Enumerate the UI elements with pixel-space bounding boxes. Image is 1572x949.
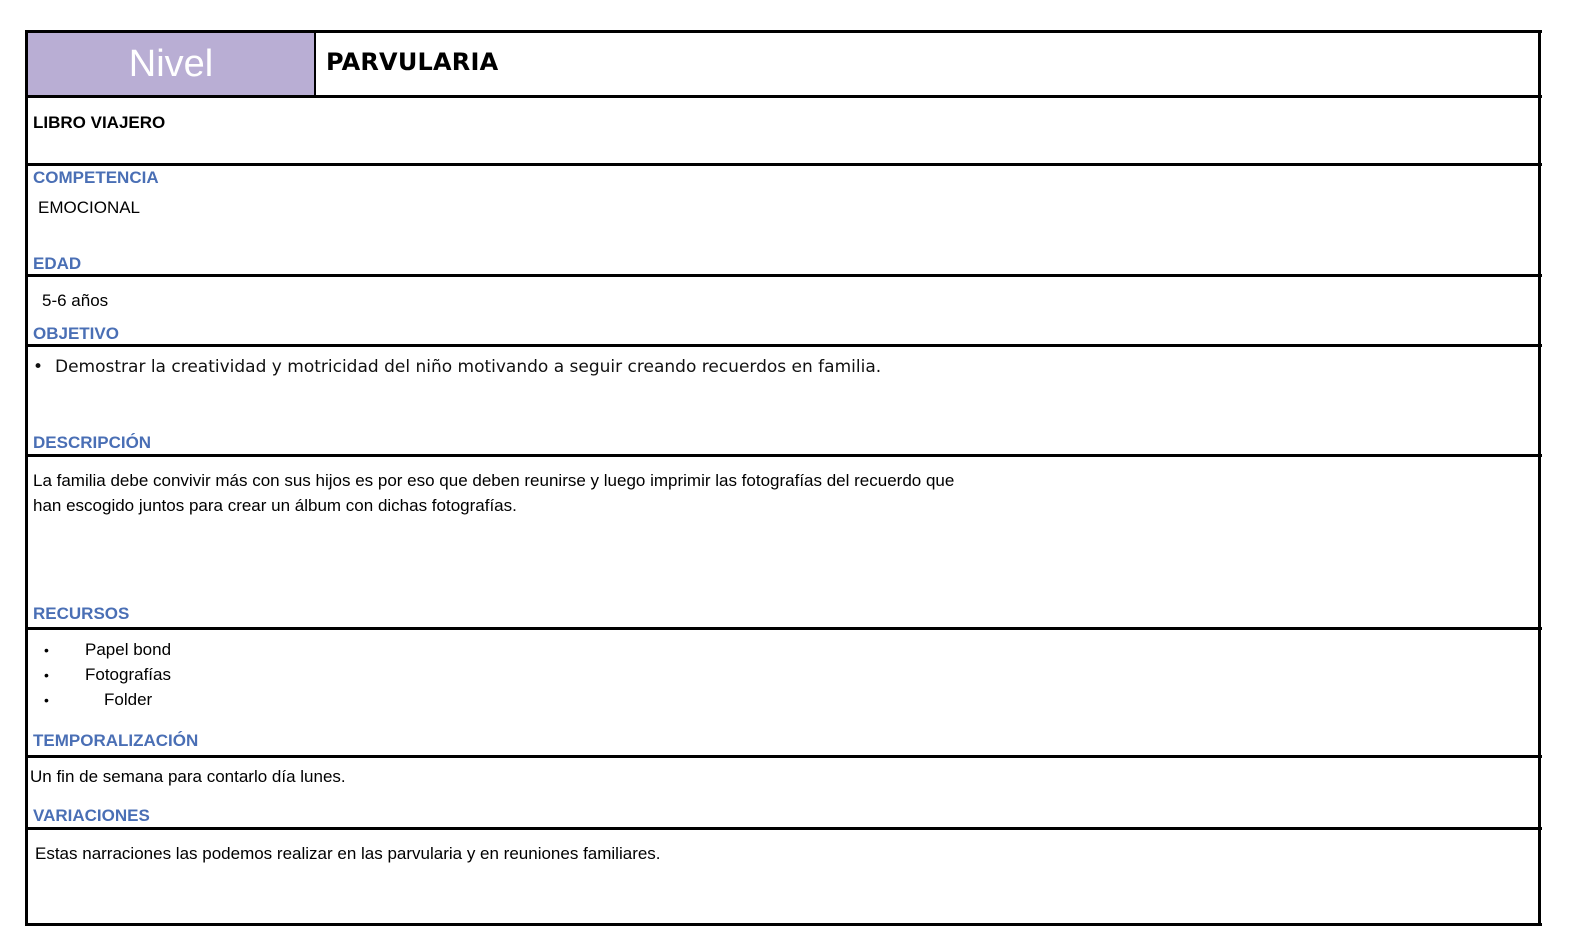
row-rule-4 (25, 344, 1542, 347)
edad-value: 5-6 años (42, 291, 109, 310)
row-rule-1 (25, 95, 1542, 98)
competencia-value: EMOCIONAL (38, 198, 141, 217)
row-rule-2 (25, 163, 1542, 166)
activity-title: LIBRO VIAJERO (33, 113, 166, 132)
bullet-icon: • (44, 667, 49, 683)
recurso-item: Fotografías (85, 665, 171, 684)
bullet-icon: • (33, 357, 44, 377)
temporalizacion-value: Un fin de semana para contarlo día lunes. (30, 767, 346, 786)
variaciones-label: VARIACIONES (33, 806, 150, 825)
level-label: Nivel (128, 42, 214, 85)
level-value: PARVULARIA (326, 48, 499, 76)
row-rule-3 (25, 274, 1542, 277)
descripcion-label: DESCRIPCIÓN (33, 433, 152, 452)
level-cell (28, 33, 314, 95)
variaciones-value: Estas narraciones las podemos realizar en las parvularia y en reuniones familiares. (35, 844, 661, 863)
row-rule-6 (25, 627, 1542, 630)
recurso-item: Folder (104, 690, 153, 709)
row-rule-7 (25, 755, 1542, 758)
bullet-icon: • (44, 692, 49, 708)
row-rule-8 (25, 827, 1542, 830)
temporalizacion-label: TEMPORALIZACIÓN (33, 731, 199, 750)
objetivo-label: OBJETIVO (33, 324, 119, 343)
frame-bottom (25, 923, 1542, 926)
row-rule-5 (25, 454, 1542, 457)
header-divider (314, 30, 316, 96)
objetivo-text: Demostrar la creatividad y motricidad del niño motivando a seguir creando recuerdos en familia. (55, 357, 882, 377)
edad-label: EDAD (33, 254, 82, 273)
descripcion-line-1: La familia debe convivir más con sus hijos es por eso que deben reunirse y luego imprimir las fotografías del recuerdo que (33, 471, 955, 490)
recursos-label: RECURSOS (33, 604, 130, 623)
competencia-label: COMPETENCIA (33, 168, 159, 187)
recurso-item: Papel bond (85, 640, 172, 659)
descripcion-text (33, 468, 954, 518)
descripcion-line-2: han escogido juntos para crear un álbum con dichas fotografías. (33, 496, 517, 515)
objetivo-item (33, 357, 881, 377)
bullet-icon: • (44, 642, 49, 658)
